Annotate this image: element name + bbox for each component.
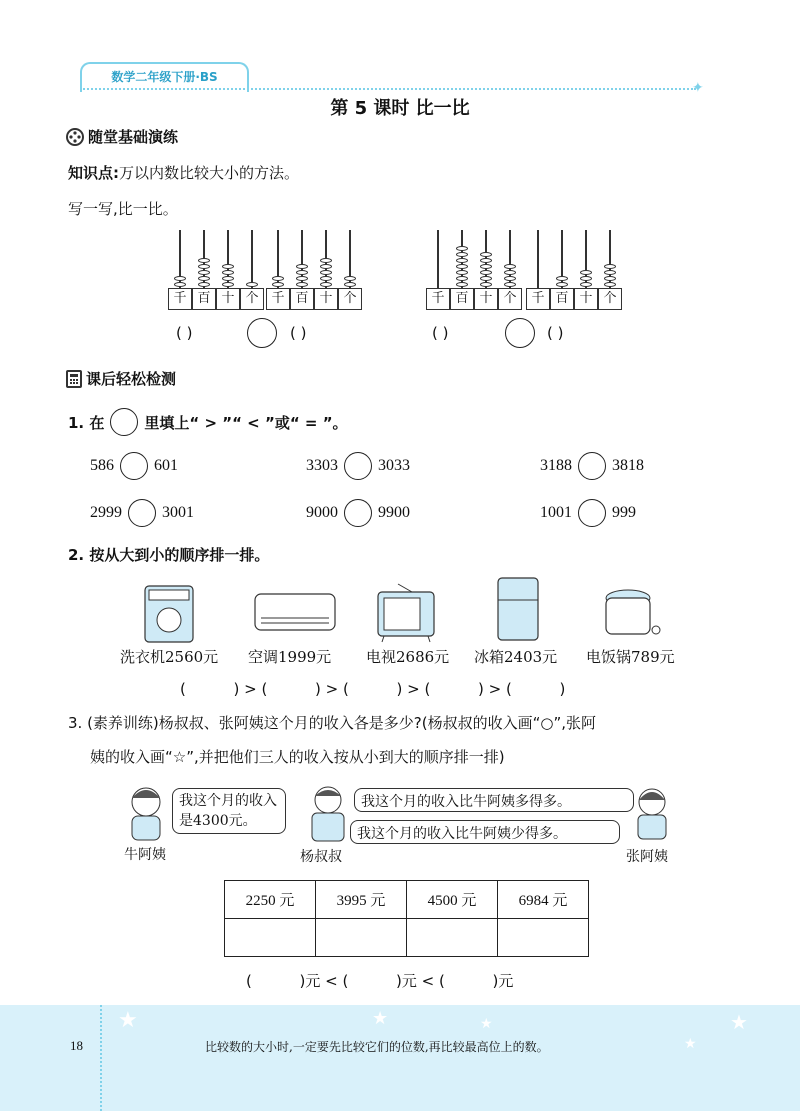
answer-paren[interactable]: ( ) [432,324,449,342]
washing-machine-icon [145,586,193,642]
abacus-bead [504,282,516,287]
compare-circle[interactable] [128,499,156,527]
place-label: 个 [240,288,264,310]
abacus-bead [296,264,308,269]
abacus-bead [456,258,468,263]
mark-cell[interactable] [407,919,498,957]
star-icon: ★ [480,1016,493,1032]
abacus-bead [580,270,592,275]
star-icon: ✦ [692,80,704,96]
appliance-label: 空调1999元 [248,648,332,666]
star-icon: ★ [118,1008,138,1033]
name-yang: 杨叔叔 [300,849,342,865]
table-row [225,881,589,919]
abacus-bead [456,282,468,287]
television-icon [378,584,434,642]
place-label: 千 [266,288,290,310]
section-title: 课后轻松检测 [86,370,177,388]
abacus-bead [320,270,332,275]
abacus-bead [504,264,516,269]
number-left: 3188 [540,457,572,474]
table-cell: 4500 元 [407,881,498,919]
speech-bubble-yang: 我这个月的收入比牛阿姨多得多。 [354,788,634,812]
section-title: 随堂基础演练 [88,128,179,146]
income-table [224,880,589,957]
compare-circle[interactable] [344,499,372,527]
abacus-bead [296,276,308,281]
number-right: 9900 [378,504,410,521]
number-right: 999 [612,504,636,521]
table-row [225,919,589,957]
compare-circle[interactable] [247,318,277,348]
aunt-niu-icon [132,788,160,840]
number-right: 3818 [612,457,644,474]
number-left: 1001 [540,504,572,521]
number-left: 9000 [306,504,338,521]
abacus-bead [480,264,492,269]
circle-symbol [110,408,138,436]
uncle-yang-icon [312,787,344,841]
footer-tip: 比较数的大小时,一定要先比较它们的位数,再比较最高位上的数。 [205,1040,549,1054]
compare-circle[interactable] [344,452,372,480]
income-order-line[interactable]: ( )元 < ( )元 < ( )元 [246,972,514,990]
lesson-title: 第 5 课时 比一比 [330,98,470,119]
answer-paren[interactable]: ( ) [176,324,193,342]
number-left: 2999 [90,504,122,521]
place-label: 百 [290,288,314,310]
abacus-bead [174,282,186,287]
place-label: 个 [338,288,362,310]
abacus-bead [198,258,210,263]
calculator-icon [66,370,82,388]
place-label: 百 [550,288,574,310]
abacus-bead [604,282,616,287]
abacus-bead [456,252,468,257]
abacus-bead [246,282,258,287]
knowledge-label: 知识点: [68,164,119,182]
star-icon: ★ [730,1010,748,1034]
appliance-label: 电视2686元 [366,648,450,666]
q1-prompt-start: 1. 在 [68,413,105,432]
compare-circle[interactable] [120,452,148,480]
place-label: 个 [598,288,622,310]
q1-prompt-end: 里填上“ > ”“ < ”或“ = ”。 [144,413,348,432]
name-zhang: 张阿姨 [626,849,668,865]
air-conditioner-icon [255,594,335,630]
abacus-bead [198,264,210,269]
answer-paren[interactable]: ( ) [290,324,307,342]
section-basic-practice [66,126,178,147]
abacus-bead [320,276,332,281]
table-cell: 2250 元 [225,881,316,919]
mark-cell[interactable] [316,919,407,957]
abacus-bead [604,270,616,275]
appliance-illustrations [120,576,700,646]
appliance-label: 电饭锅789元 [586,648,675,666]
speech-bubble-zhang: 我这个月的收入比牛阿姨少得多。 [350,820,620,844]
star-icon: ★ [372,1008,389,1029]
mark-cell[interactable] [498,919,589,957]
header-divider [80,88,696,90]
knowledge-point [68,162,299,183]
q2-prompt: 2. 按从大到小的顺序排一排。 [68,546,270,564]
film-reel-icon [66,128,84,146]
abacus-bead [320,258,332,263]
table-cell: 6984 元 [498,881,589,919]
compare-circle[interactable] [505,318,535,348]
book-label: 数学二年级下册·BS [80,62,249,92]
compare-pair [306,499,410,527]
place-label: 百 [192,288,216,310]
abacus-bead [580,276,592,281]
number-right: 3033 [378,457,410,474]
abacus-bead [456,276,468,281]
abacus-bead [480,252,492,257]
abacus-bead [456,246,468,251]
table-cell: 3995 元 [316,881,407,919]
abacus-bead [480,276,492,281]
refrigerator-icon [498,578,538,640]
abacus-bead [296,270,308,275]
compare-circle[interactable] [578,499,606,527]
instruction: 写一写,比一比。 [68,200,178,218]
compare-pair [306,452,410,480]
number-left: 3303 [306,457,338,474]
abacus-bead [344,282,356,287]
abacus-bead [504,270,516,275]
abacus-bead [320,282,332,287]
abacus-rod [251,230,253,288]
compare-pair [540,452,644,480]
compare-pair [90,452,178,480]
abacus-bead [272,276,284,281]
abacus-bead [272,282,284,287]
mark-cell[interactable] [225,919,316,957]
place-label: 千 [426,288,450,310]
order-answer-line[interactable]: ( ) > ( ) > ( ) > ( ) > ( ) [180,680,566,698]
appliance-label: 洗衣机2560元 [120,648,219,666]
abacus-bead [456,264,468,269]
abacus-bead [198,270,210,275]
abacus-bead [320,264,332,269]
name-niu: 牛阿姨 [124,847,166,863]
abacus-bead [222,264,234,269]
place-label: 百 [450,288,474,310]
q3-line2: 姨的收入画“☆”,并把他们三人的收入按从小到大的顺序排一排) [90,748,505,766]
abacus-rod [537,230,539,288]
abacus-bead [222,270,234,275]
abacus-bead [604,276,616,281]
q3-line1: 3. (素养训练)杨叔叔、张阿姨这个月的收入各是多少?(杨叔叔的收入画“○”,张阿 [68,714,596,732]
place-label: 十 [216,288,240,310]
abacus-bead [456,270,468,275]
star-icon: ★ [684,1036,697,1052]
abacus-bead [480,282,492,287]
number-right: 601 [154,457,178,474]
place-label: 十 [474,288,498,310]
compare-circle[interactable] [578,452,606,480]
compare-pair [90,499,194,527]
abacus-bead [580,282,592,287]
abacus-bead [344,276,356,281]
abacus-bead [174,276,186,281]
abacus-bead [480,258,492,263]
section-after-class [66,368,176,389]
place-label: 个 [498,288,522,310]
abacus-bead [296,282,308,287]
appliance-label: 冰箱2403元 [474,648,558,666]
knowledge-text: 万以内数比较大小的方法。 [119,164,300,182]
number-right: 3001 [162,504,194,521]
abacus-rod [437,230,439,288]
place-label: 千 [168,288,192,310]
q1-prompt [68,408,348,436]
abacus-bead [480,270,492,275]
abacus-bead [198,282,210,287]
abacus-bead [198,276,210,281]
abacus-bead [604,264,616,269]
number-left: 586 [90,457,114,474]
place-label: 十 [314,288,338,310]
speech-bubble-niu: 我这个月的收入是4300元。 [172,788,286,834]
rice-cooker-icon [606,590,660,634]
abacus-bead [504,276,516,281]
abacus-bead [222,276,234,281]
answer-paren[interactable]: ( ) [547,324,564,342]
aunt-zhang-icon [638,789,666,839]
abacus-bead [556,276,568,281]
footer-divider [100,1005,102,1111]
place-label: 千 [526,288,550,310]
abacus-bead [222,282,234,287]
compare-pair [540,499,636,527]
abacus-bead [556,282,568,287]
place-label: 十 [574,288,598,310]
page-number: 18 [70,1038,83,1053]
